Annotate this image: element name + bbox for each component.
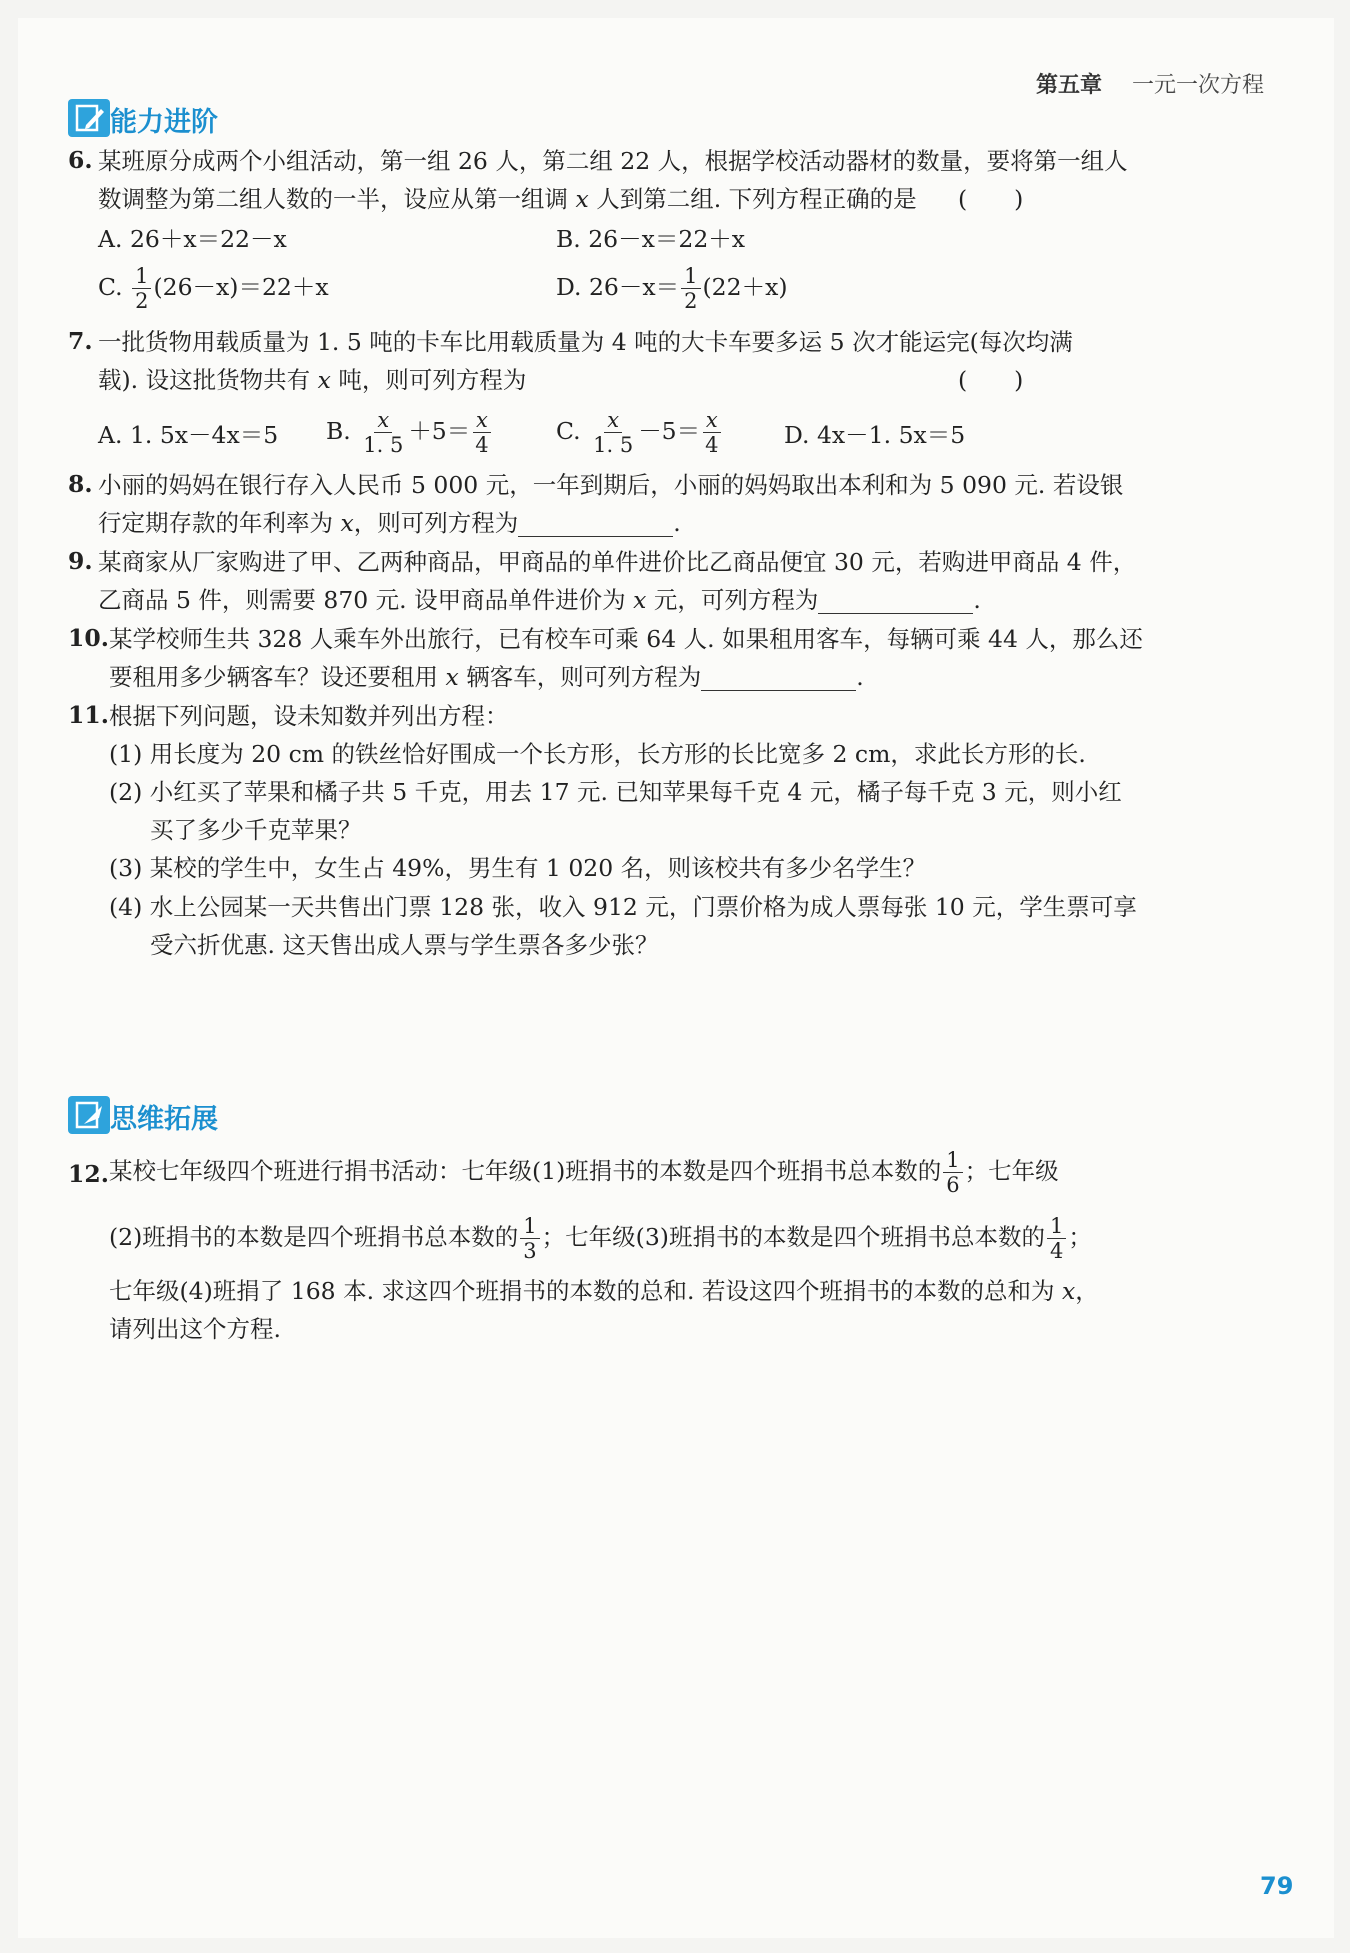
option-d: D. 26－x＝ $\frac{1}{2}$ (22＋x) <box>556 264 788 313</box>
question-text: 行定期存款的年利率为 x，则可列方程为 . <box>98 509 681 537</box>
answer-blank <box>818 588 973 614</box>
sub-question: (4) 水上公园某一天共售出门票 128 张，收入 912 元，门票价格为成人票每张 10 元，学生票可享 <box>109 893 1137 921</box>
question-number: 8. <box>68 470 93 498</box>
question-number: 9. <box>68 547 93 575</box>
question-text: 要租用多少辆客车？设还要租用 x 辆客车，则可列方程为 . <box>109 663 864 691</box>
fraction: $\frac{x}{1. 5}$ <box>363 408 404 457</box>
fraction: $\frac{1}{2}$ <box>681 264 700 313</box>
fraction: $\frac{x}{1. 5}$ <box>593 408 634 457</box>
option-d: D. 4x－1. 5x＝5 <box>784 421 966 449</box>
answer-parentheses: ( ) <box>958 366 1024 394</box>
chapter-title: 一元一次方程 <box>1132 73 1265 98</box>
sub-question: (3) 某校的学生中，女生占 49%，男生有 1 020 名，则该校共有多少名学生？ <box>109 854 927 882</box>
question-text: 小丽的妈妈在银行存入人民币 5 000 元，一年到期后，小丽的妈妈取出本利和为 5 090 元. 若设银 <box>98 471 1124 499</box>
page-number: 79 <box>1260 1872 1294 1900</box>
question-text: 某商家从厂家购进了甲、乙两种商品，甲商品的单件进价比乙商品便宜 30 元，若购进甲商品 4 件， <box>98 548 1137 576</box>
option-b: B. $\frac{x}{1. 5}$ ＋5＝ $\frac{x}{4}$ <box>326 408 494 457</box>
fraction: $\frac{x}{4}$ <box>702 408 721 457</box>
answer-blank <box>518 511 673 537</box>
fraction: $\frac{1}{2}$ <box>132 264 151 313</box>
option-a: A. 26＋x＝22－x <box>98 225 287 253</box>
question-text: 一批货物用载质量为 1. 5 吨的卡车比用载质量为 4 吨的大卡车要多运 5 次才能运完(每次均满 <box>98 328 1073 356</box>
question-text: 数调整为第二组人数的一半，设应从第一组调 x 人到第二组. 下列方程正确的是 <box>98 185 917 213</box>
question-text: (2)班捐书的本数是四个班捐书总本数的 $\frac{1}{3}$ ；七年级(3)班捐书的本数是四个班捐书总本数的 $\frac{1}{4}$ ； <box>109 1214 1092 1263</box>
question-number: 11. <box>68 701 109 729</box>
option-b: B. 26－x＝22＋x <box>556 225 746 253</box>
option-c: C. $\frac{x}{1. 5}$ －5＝ $\frac{x}{4}$ <box>556 408 724 457</box>
question-text: 七年级(4)班捐了 168 本. 求这四个班捐书的本数的总和. 若设这四个班捐书的本数的总和为 x， <box>109 1277 1099 1305</box>
question-number: 7. <box>68 327 93 355</box>
question-number: 10. <box>68 624 109 652</box>
sub-question: 受六折优惠. 这天售出成人票与学生票各多少张？ <box>150 931 659 959</box>
fraction: $\frac{1}{6}$ <box>943 1148 962 1197</box>
chapter-label: 第五章 <box>1036 73 1103 98</box>
section-title-thinking: 思维拓展 <box>110 1104 218 1135</box>
section-title-ability: 能力进阶 <box>110 107 218 138</box>
question-text: 某校七年级四个班进行捐书活动：七年级(1)班捐书的本数是四个班捐书总本数的 $\frac{1}{6}$ ；七年级 <box>109 1148 1059 1197</box>
sub-question: 买了多少千克苹果？ <box>150 816 362 844</box>
sub-question: (2) 小红买了苹果和橘子共 5 千克，用去 17 元. 已知苹果每千克 4 元，橘子每千克 3 元，则小红 <box>109 778 1122 806</box>
question-text: 请列出这个方程. <box>109 1315 281 1343</box>
sub-question: (1) 用长度为 20 cm 的铁丝恰好围成一个长方形，长方形的长比宽多 2 cm，求此长方形的长. <box>109 740 1086 768</box>
fraction: $\frac{1}{4}$ <box>1047 1214 1066 1263</box>
pencil-note-icon <box>68 99 110 137</box>
fraction: $\frac{1}{3}$ <box>520 1214 539 1263</box>
question-text: 乙商品 5 件，则需要 870 元. 设甲商品单件进价为 x 元，可列方程为 . <box>98 586 981 614</box>
rocket-note-icon <box>68 1096 110 1134</box>
fraction: $\frac{x}{4}$ <box>472 408 491 457</box>
question-number: 12. <box>68 1160 109 1188</box>
answer-parentheses: ( ) <box>958 185 1024 213</box>
option-a: A. 1. 5x－4x＝5 <box>98 421 279 449</box>
question-text: 某学校师生共 328 人乘车外出旅行，已有校车可乘 64 人. 如果租用客车，每辆可乘 44 人，那么还 <box>109 625 1143 653</box>
option-c: C. $\frac{1}{2}$ (26－x)＝22＋x <box>98 264 329 313</box>
question-text: 载). 设这批货物共有 x 吨，则可列方程为 <box>98 366 527 394</box>
answer-blank <box>701 665 856 691</box>
question-number: 6. <box>68 146 93 174</box>
question-text: 某班原分成两个小组活动，第一组 26 人，第二组 22 人，根据学校活动器材的数量，要将第一组人 <box>98 147 1128 175</box>
question-text: 根据下列问题，设未知数并列出方程： <box>109 702 509 730</box>
